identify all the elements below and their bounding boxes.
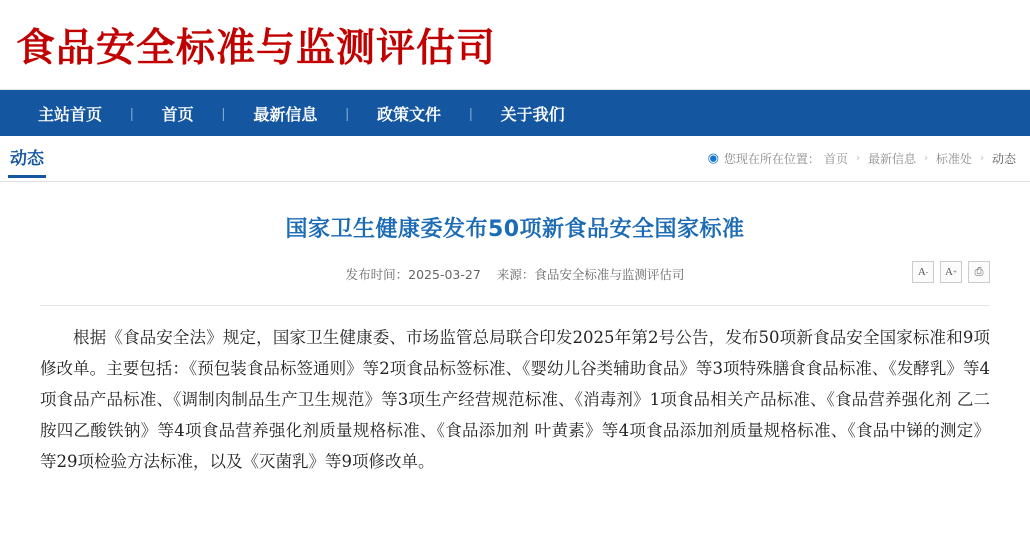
nav-item-about-us[interactable]: 关于我们 [500, 104, 565, 124]
nav-separator: | [221, 105, 226, 121]
nav-separator: | [468, 105, 473, 121]
chevron-right-icon: › [923, 153, 928, 164]
font-increase-button[interactable]: A + [940, 261, 962, 283]
breadcrumb [708, 150, 1016, 167]
breadcrumb-bar [0, 136, 1030, 182]
breadcrumb-item-home[interactable]: 首页 [823, 152, 848, 166]
breadcrumb-item-latest-info[interactable]: 最新信息 [867, 152, 916, 166]
location-pin-icon: ◉ [707, 151, 719, 166]
chevron-right-icon: › [979, 153, 984, 164]
nav-item-policy-docs[interactable]: 政策文件 [376, 104, 441, 124]
breadcrumb-current: 动态 [991, 152, 1016, 166]
main-navigation [0, 90, 1030, 136]
section-title: 动态 [8, 140, 46, 178]
site-title: 食品安全标准与监测评估司 [16, 25, 497, 71]
article-tools [912, 261, 990, 283]
publish-date-label: 发布时间： [345, 267, 409, 282]
article-meta [40, 265, 990, 283]
nav-item-home-main[interactable]: 主站首页 [38, 104, 103, 124]
article [0, 182, 1030, 477]
article-body: 根据《食品安全法》规定，国家卫生健康委、市场监管总局联合印发2025年第2号公告，发布50项新食品安全国家标准和9项修改单。主要包括：《预包装食品标签通则》等2项食品标签标准、《婴幼儿谷类辅助食品》等3项特殊膳食食品标准、《发酵乳》等4项食品产品标准、《调制肉制品生产卫生规范》等3项生产经营规范标准、《消毒剂》1项食品相关产品标准、《食品营养强化剂 乙二胺四乙酸铁钠》等4项食品营养强化剂质量规格标准、《食品添加剂 叶黄素》等4项食品添加剂质量规格标准、《食品中锑的测定》等29项检验方法标准，以及《灭菌乳》等9项修改单。 [40, 328, 990, 471]
font-decrease-button[interactable]: A - [912, 261, 934, 283]
source-value: 食品安全标准与监测评估司 [534, 267, 685, 282]
nav-item-latest-info[interactable]: 最新信息 [253, 104, 318, 124]
page-title: 国家卫生健康委发布50项新食品安全国家标准 [285, 217, 745, 242]
breadcrumb-prefix: 您现在所在位置： [723, 152, 820, 166]
divider [40, 305, 990, 306]
breadcrumb-item-standards-office[interactable]: 标准处 [935, 152, 972, 166]
article-meta-row [40, 265, 990, 291]
nav-separator: | [345, 105, 349, 121]
site-header [0, 0, 1030, 90]
publish-date-value: 2025-03-27 [408, 267, 481, 282]
nav-item-home[interactable]: 首页 [161, 104, 194, 124]
source-label: 来源： [496, 267, 535, 282]
chevron-right-icon: › [855, 153, 860, 164]
nav-separator: | [130, 105, 134, 121]
print-icon[interactable]: ⎙ [968, 261, 990, 283]
